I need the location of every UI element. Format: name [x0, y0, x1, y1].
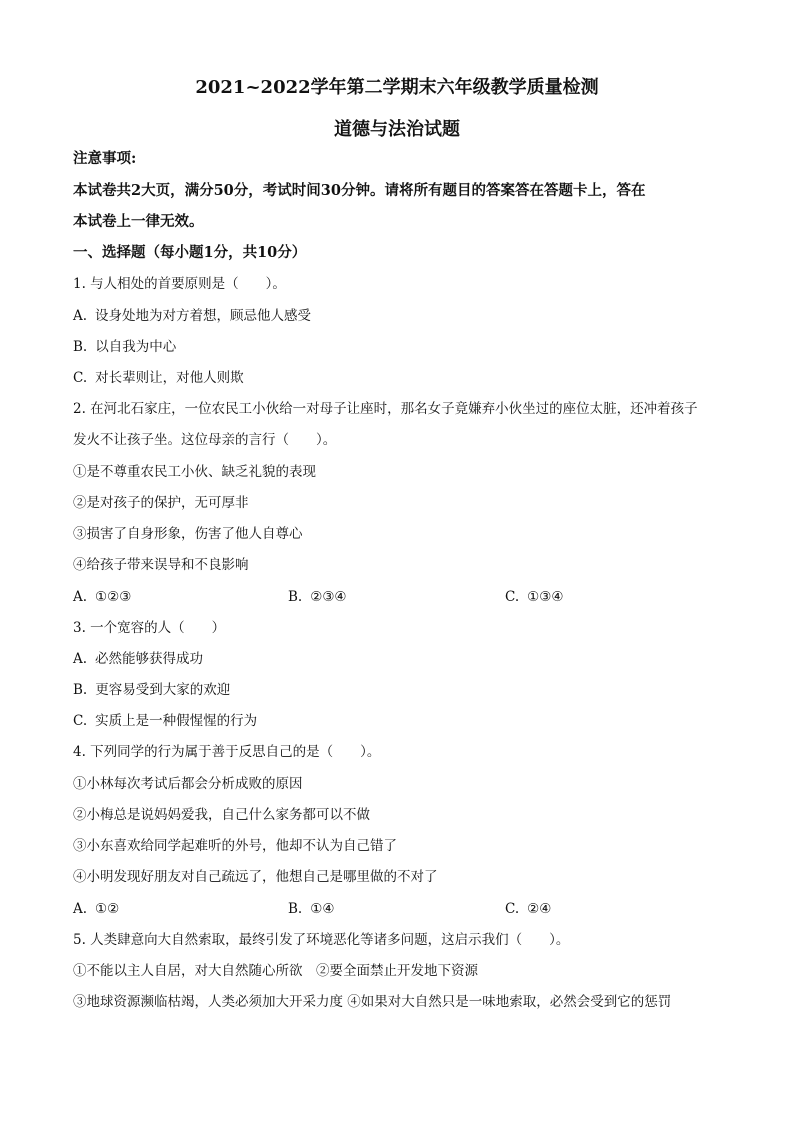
option-text: ②④ [527, 901, 552, 917]
notice-line-2: 本试卷上一律无效。 [73, 213, 204, 230]
question-3-option-b [73, 682, 230, 698]
question-4-statement-1: ①小林每次考试后都会分析成败的原因 [73, 776, 303, 792]
option-text: 实质上是一种假惺惺的行为 [95, 713, 258, 729]
option-text: ①④ [310, 901, 335, 917]
option-label: A. [73, 589, 88, 605]
option-label: A. [73, 308, 88, 324]
option-text: 更容易受到大家的欢迎 [95, 682, 231, 698]
option-text: ①② [95, 901, 120, 917]
question-5-statement-line-2: ③地球资源濒临枯竭，人类必须加大开采力度 ④如果对大自然只是一味地索取，必然会受到它的惩罚 [73, 994, 672, 1010]
option-text: 对长辈则让，对他人则欺 [95, 370, 244, 386]
question-4-statement-3: ③小东喜欢给同学起难听的外号，他却不认为自己错了 [73, 838, 397, 854]
question-3-option-c [73, 713, 257, 729]
section-heading: 一、选择题（每小题1分，共10分） [73, 244, 307, 261]
question-2-statement-3: ③损害了自身形象，伤害了他人自尊心 [73, 526, 303, 542]
question-3-stem: 3. 一个宽容的人（ ） [73, 620, 226, 636]
exam-subject-title: 道德与法治试题 [334, 119, 460, 140]
option-text: 必然能够获得成功 [95, 651, 204, 667]
question-1-stem: 1. 与人相处的首要原则是（ ）。 [73, 276, 286, 292]
option-label: C. [73, 370, 88, 386]
option-label: A. [73, 901, 88, 917]
option-text: ②③④ [310, 589, 347, 605]
question-2-stem-line-1: 2. 在河北石家庄，一位农民工小伙给一对母子让座时，那名女子竟嫌弃小伙坐过的座位太脏，还冲着孩子 [73, 401, 698, 417]
question-1-option-c [73, 370, 244, 386]
question-1-option-b [73, 339, 176, 355]
question-5-stem: 5. 人类肆意向大自然索取，最终引发了环境恶化等诸多问题，这启示我们（ ）。 [73, 932, 570, 948]
option-b [288, 901, 334, 917]
option-text: ①③④ [527, 589, 564, 605]
exam-title: 2021~2022学年第二学期末六年级教学质量检测 [195, 77, 599, 98]
option-label: B. [288, 589, 303, 605]
option-b [288, 589, 347, 605]
question-5-statement-line-1: ①不能以主人自居，对大自然随心所欲 ②要全面禁止开发地下资源 [73, 963, 478, 979]
option-label: B. [73, 339, 88, 355]
option-label: C. [505, 901, 520, 917]
option-c [505, 589, 563, 605]
question-1-option-a [73, 308, 311, 324]
question-2-statement-1: ①是不尊重农民工小伙、缺乏礼貌的表现 [73, 464, 316, 480]
notice-heading: 注意事项: [73, 150, 137, 167]
option-a [73, 589, 131, 605]
question-2-statement-2: ②是对孩子的保护，无可厚非 [73, 495, 249, 511]
option-text: 设身处地为对方着想，顾忌他人感受 [95, 308, 312, 324]
option-label: B. [73, 682, 88, 698]
question-4-stem: 4. 下列同学的行为属于善于反思自己的是（ ）。 [73, 744, 381, 760]
option-text: 以自我为中心 [95, 339, 177, 355]
question-4-statement-2: ②小梅总是说妈妈爱我，自己什么家务都可以不做 [73, 807, 370, 823]
option-text: ①②③ [95, 589, 132, 605]
option-c [505, 901, 551, 917]
notice-line-1: 本试卷共2大页，满分50分，考试时间30分钟。请将所有题目的答案答在答题卡上，答在 [73, 182, 646, 199]
question-2-stem-line-2: 发火不让孩子坐。这位母亲的言行（ ）。 [73, 432, 337, 448]
option-a [73, 901, 119, 917]
option-label: B. [288, 901, 303, 917]
option-label: C. [73, 713, 88, 729]
option-label: C. [505, 589, 520, 605]
question-4-statement-4: ④小明发现好朋友对自己疏远了，他想自己是哪里做的不对了 [73, 869, 438, 885]
question-2-statement-4: ④给孩子带来误导和不良影响 [73, 557, 249, 573]
option-label: A. [73, 651, 88, 667]
question-3-option-a [73, 651, 203, 667]
